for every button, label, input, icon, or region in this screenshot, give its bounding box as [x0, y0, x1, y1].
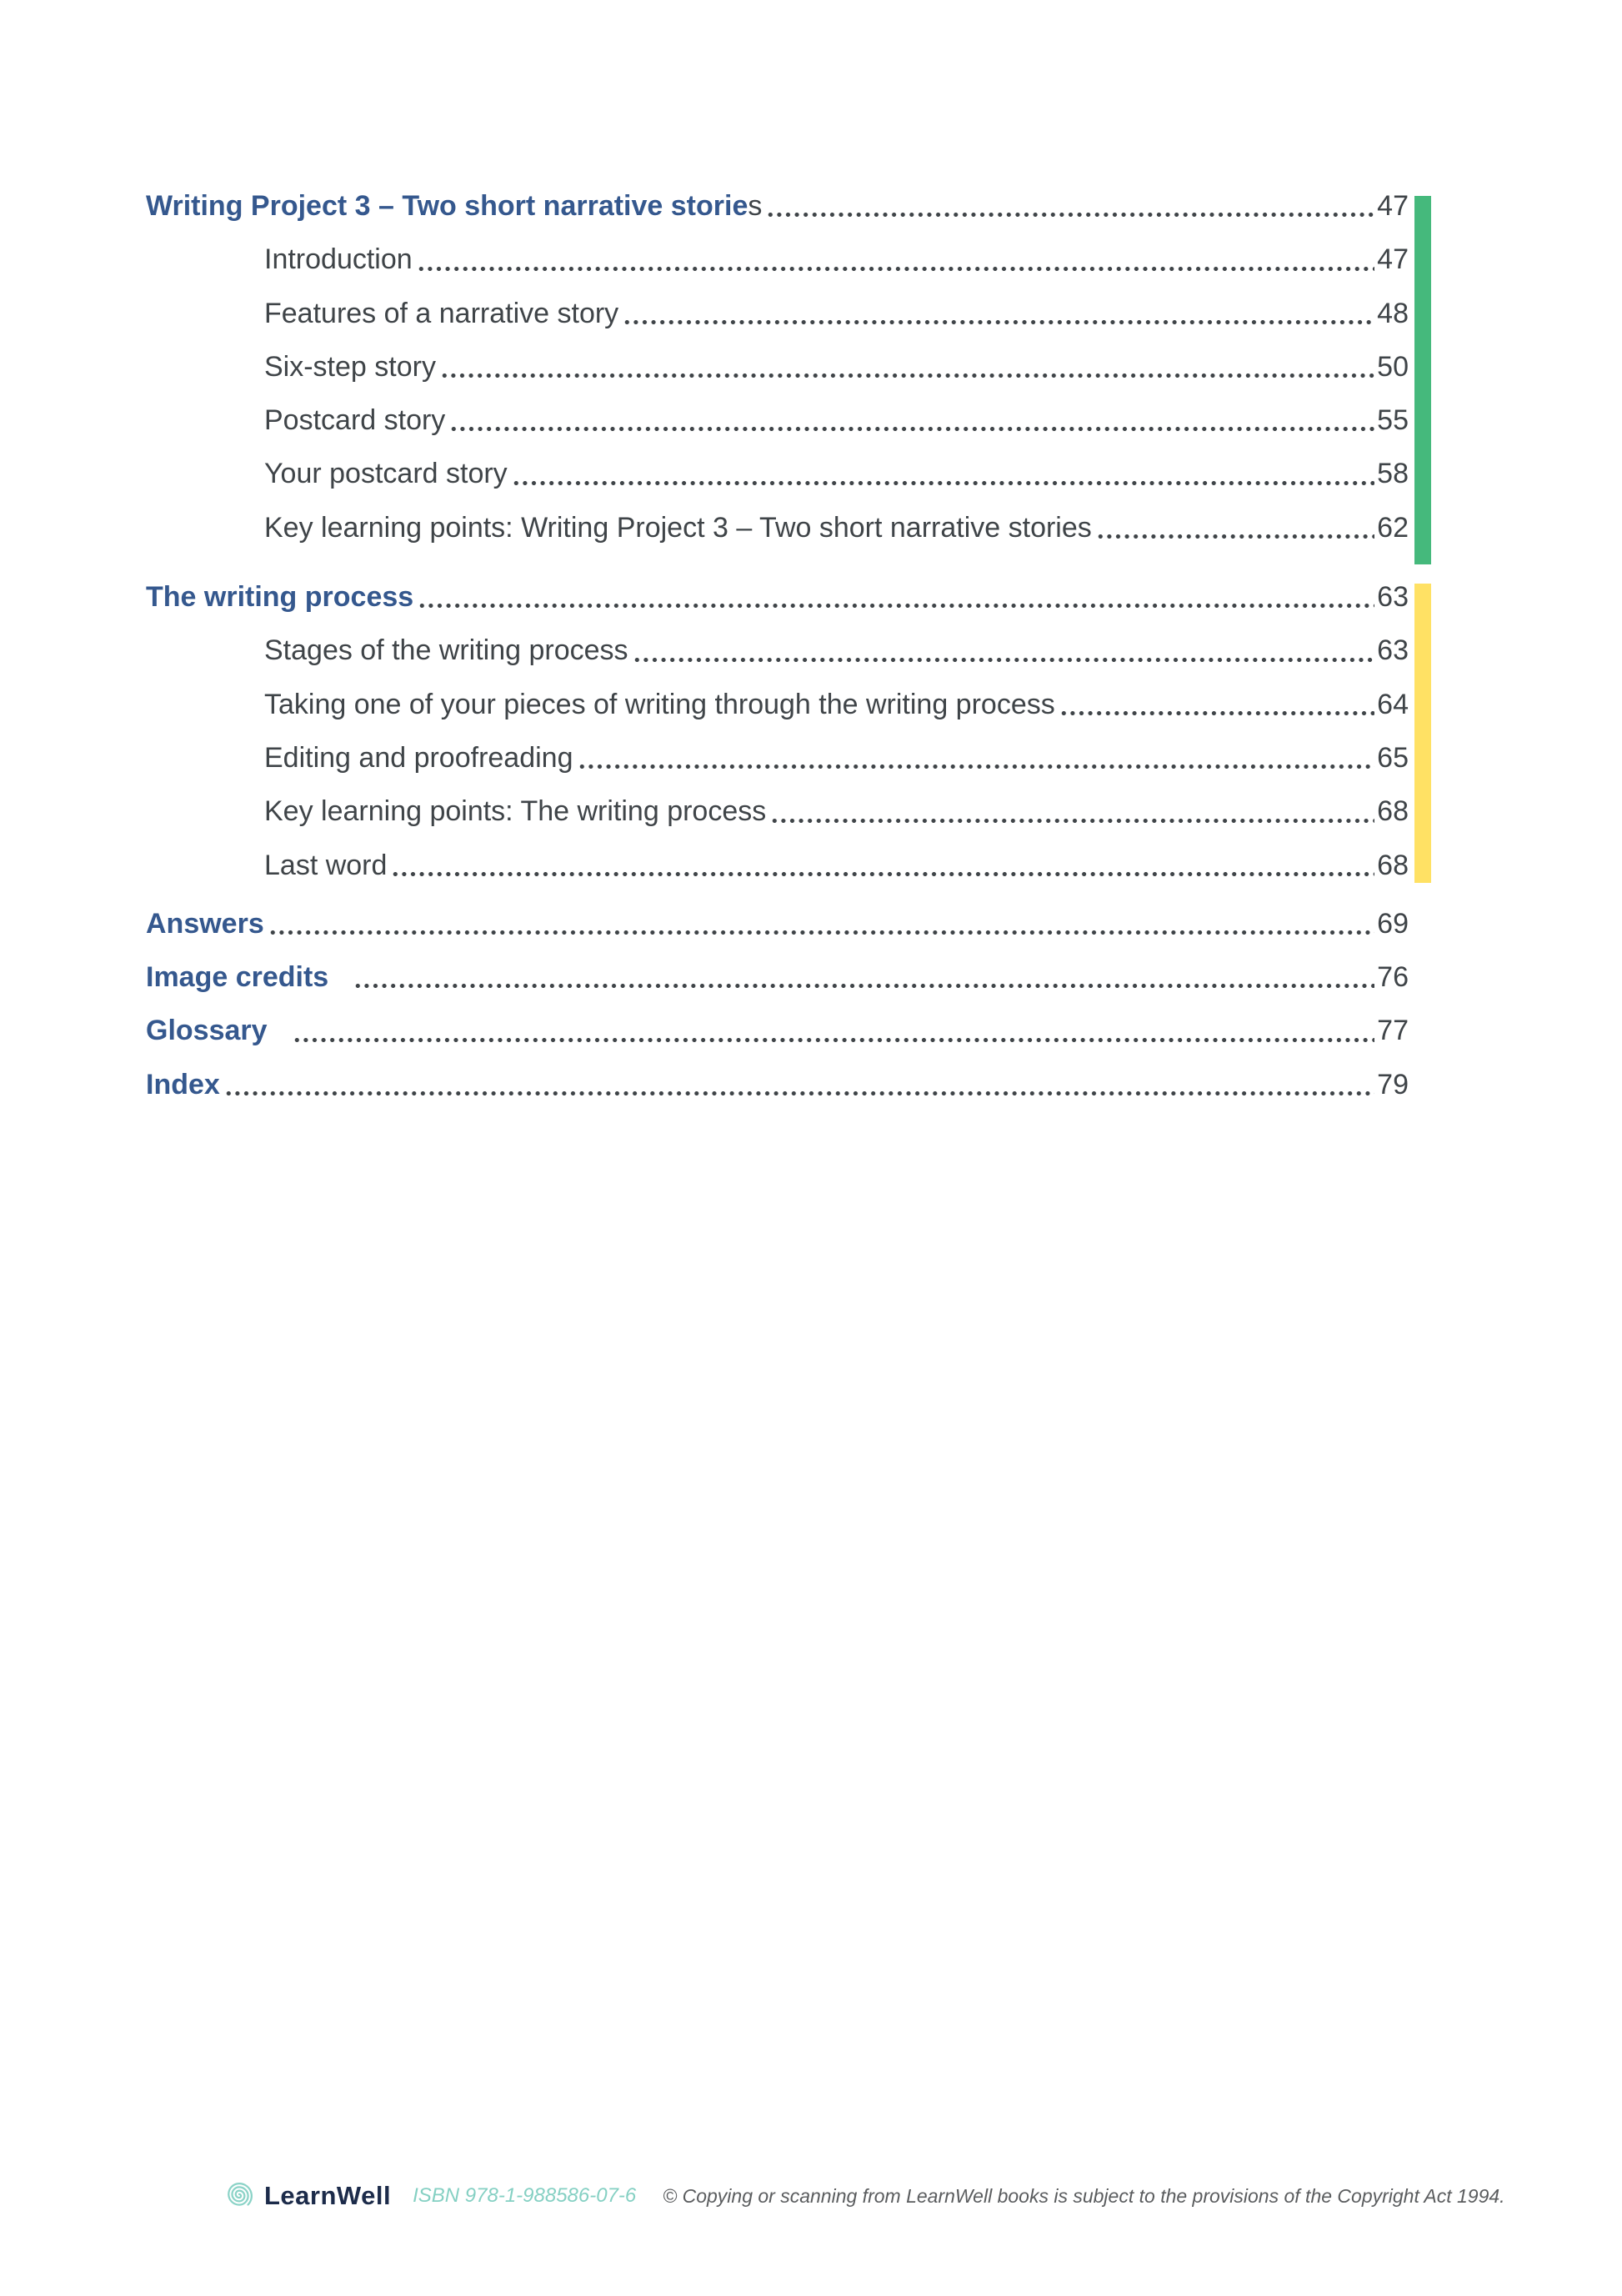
- toc-heading-label: The writing process: [146, 581, 414, 614]
- dot-leader: [293, 1038, 1375, 1042]
- toc-sections: [146, 179, 1409, 892]
- toc-item-page-number: 68: [1377, 795, 1409, 828]
- dot-leader: [391, 872, 1374, 876]
- dot-leader: [623, 320, 1374, 324]
- dot-leader: [633, 658, 1375, 662]
- toc-end-page-number: 77: [1377, 1015, 1409, 1047]
- toc-item-page-number: 50: [1377, 350, 1409, 383]
- toc-heading-row: [146, 570, 1409, 624]
- toc-end-label: Image credits: [146, 961, 329, 994]
- toc-item-label: Key learning points: Writing Project 3 – Two short narrative stories: [264, 511, 1092, 544]
- toc-item-label: Editing and proofreading: [264, 741, 573, 774]
- toc-end-row: [146, 1004, 1409, 1057]
- toc-item-page-number: 65: [1377, 741, 1409, 774]
- toc-item-row: [146, 785, 1409, 838]
- dot-leader: [1059, 711, 1374, 715]
- toc-item-label: Stages of the writing process: [264, 634, 628, 667]
- toc-item-page-number: 48: [1377, 297, 1409, 329]
- toc-item-label: Features of a narrative story: [264, 297, 619, 329]
- page-footer: [225, 2178, 1505, 2214]
- toc-section-items: [146, 624, 1409, 891]
- toc-section: [146, 570, 1409, 892]
- dot-leader: [268, 930, 1374, 935]
- toc: [146, 179, 1409, 1111]
- toc-item-row: [146, 678, 1409, 731]
- toc-end-row: [146, 950, 1409, 1004]
- dot-leader: [418, 604, 1374, 608]
- toc-section-items: [146, 233, 1409, 554]
- toc-end-label: Answers: [146, 907, 264, 940]
- toc-heading-tail: s: [748, 190, 763, 222]
- toc-item-row: [146, 233, 1409, 286]
- dot-leader: [512, 481, 1374, 485]
- toc-item-label: Six-step story: [264, 350, 436, 383]
- dot-leader: [770, 819, 1374, 823]
- toc-item-row: [146, 447, 1409, 500]
- copyright-notice: © Copying or scanning from LearnWell books is subject to the provisions of the Copyright Act 1994.: [663, 2184, 1505, 2207]
- toc-end-row: [146, 897, 1409, 950]
- toc-section: [146, 179, 1409, 554]
- dot-leader: [578, 764, 1375, 769]
- toc-item-page-number: 58: [1377, 458, 1409, 490]
- dot-leader: [224, 1091, 1374, 1095]
- dot-leader: [440, 373, 1374, 378]
- toc-item-row: [146, 501, 1409, 554]
- toc-heading-page-number: 47: [1377, 190, 1409, 222]
- toc-heading-row: [146, 179, 1409, 233]
- toc-item-page-number: 68: [1377, 849, 1409, 881]
- toc-item-label: Last word: [264, 849, 388, 881]
- dot-leader: [417, 267, 1375, 271]
- toc-item-label: Postcard story: [264, 404, 446, 437]
- section-color-bar: [1414, 584, 1431, 883]
- toc-item-row: [146, 731, 1409, 785]
- toc-item-page-number: 63: [1377, 634, 1409, 667]
- toc-item-page-number: 62: [1377, 511, 1409, 544]
- brand-name: LearnWell: [264, 2181, 392, 2210]
- toc-heading-label: Writing Project 3 – Two short narrative storie: [146, 190, 748, 222]
- toc-end-page-number: 69: [1377, 907, 1409, 940]
- toc-end-page-number: 76: [1377, 961, 1409, 994]
- toc-end-label: Index: [146, 1068, 220, 1100]
- toc-item-label: Key learning points: The writing process: [264, 795, 767, 828]
- toc-end-entries: [146, 897, 1409, 1111]
- toc-end-row: [146, 1058, 1409, 1111]
- toc-end-page-number: 79: [1377, 1068, 1409, 1100]
- section-color-bar: [1414, 196, 1431, 564]
- toc-item-page-number: 47: [1377, 243, 1409, 276]
- toc-item-row: [146, 624, 1409, 677]
- isbn-text: ISBN 978-1-988586-07-6: [413, 2184, 637, 2207]
- toc-item-page-number: 64: [1377, 688, 1409, 720]
- dot-leader: [449, 427, 1374, 431]
- toc-item-row: [146, 839, 1409, 892]
- toc-item-row: [146, 394, 1409, 447]
- toc-item-row: [146, 340, 1409, 394]
- toc-item-label: Taking one of your pieces of writing through the writing process: [264, 688, 1055, 720]
- toc-item-label: Introduction: [264, 243, 413, 276]
- toc-item-label: Your postcard story: [264, 458, 508, 490]
- toc-heading-page-number: 63: [1377, 581, 1409, 614]
- dot-leader: [353, 984, 1374, 988]
- learnwell-logo-icon: [225, 2182, 253, 2210]
- dot-leader: [1096, 534, 1374, 539]
- toc-item-row: [146, 287, 1409, 340]
- toc-end-label: Glossary: [146, 1015, 268, 1047]
- dot-leader: [766, 213, 1374, 217]
- toc-item-page-number: 55: [1377, 404, 1409, 437]
